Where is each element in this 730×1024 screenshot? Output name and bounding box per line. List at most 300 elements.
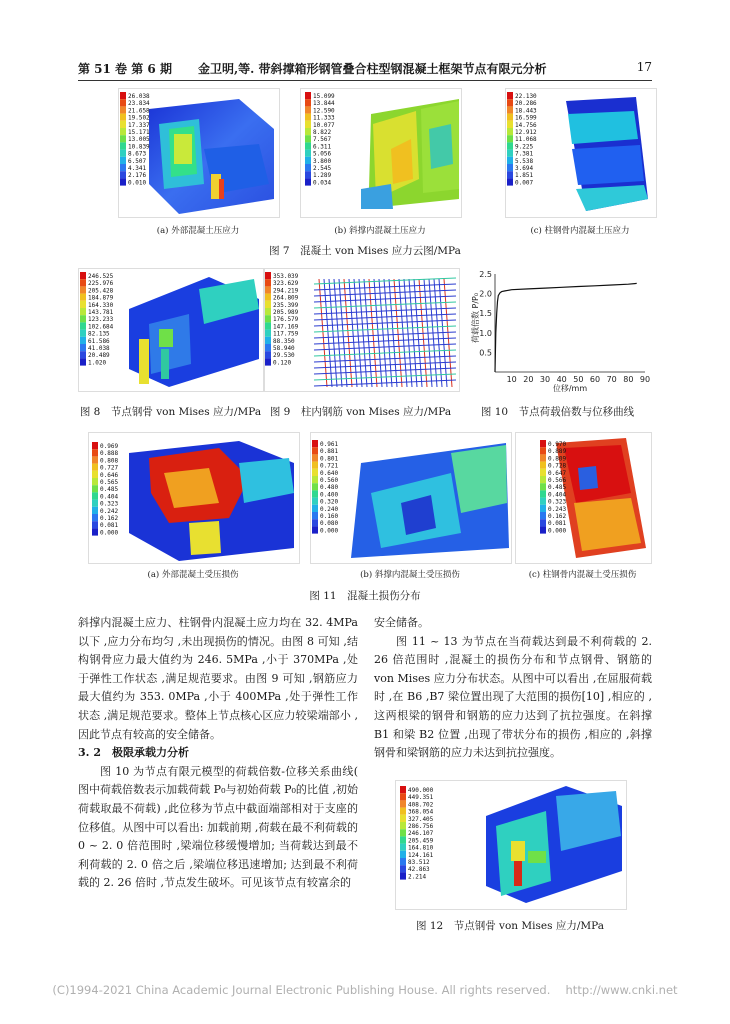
fig12-legend-swatch — [400, 872, 406, 879]
fig7a-legend-value: 2.176 — [128, 172, 147, 180]
rebar-horizontal — [314, 332, 456, 338]
fig11b-legend-swatch — [312, 490, 318, 497]
rebar-vertical — [444, 279, 452, 387]
fig7b-legend-swatch — [305, 150, 311, 157]
fig11b-legend-value: 0.480 — [320, 484, 339, 492]
fig12-legend-value: 449.351 — [408, 794, 434, 802]
fig7c-legend-value: 7.381 — [515, 150, 534, 158]
fig12-legend-value: 205.459 — [408, 837, 434, 845]
fig11c-legend-value: 0.566 — [548, 477, 567, 484]
fig10-caption: 图 10 节点荷载倍数与位移曲线 — [480, 406, 635, 418]
fig12-legend-swatch — [400, 808, 406, 815]
fig11b-legend — [312, 440, 352, 540]
fig7b-legend-swatch — [305, 128, 311, 135]
fig9-legend-swatch — [265, 279, 271, 286]
fig10-x-tick: 90 — [639, 375, 650, 384]
fig7a-legend-value: 17.337 — [128, 121, 150, 129]
fig7c-legend-value: 5.538 — [515, 157, 534, 165]
fig11b-legend-swatch — [312, 498, 318, 505]
fig11a-legend-value: 0.485 — [100, 486, 119, 494]
fig7a-legend-value: 6.507 — [128, 157, 147, 165]
fig7c-subcaption: (c) 柱钢骨内混凝土压应力 — [530, 226, 630, 236]
fig7b-legend-swatch — [305, 164, 311, 171]
fig12-legend-value: 83.512 — [408, 859, 430, 866]
fig9-legend-swatch — [265, 351, 271, 358]
fig11c-legend-value: 0.728 — [548, 462, 567, 470]
fig12-legend-swatch — [400, 836, 406, 843]
fig11c-legend-value: 0.323 — [548, 498, 567, 506]
fig11c-legend-swatch — [540, 454, 546, 461]
fig7b-legend-value: 11.333 — [313, 114, 335, 122]
fig10-series-line — [495, 283, 637, 372]
fig9-legend-swatch — [265, 294, 271, 301]
fig9-legend-value: 117.759 — [273, 330, 299, 338]
fig8-legend-swatch — [80, 351, 86, 358]
fig7b-legend-value: 13.844 — [313, 100, 335, 108]
fig11c-legend-value: 0.647 — [548, 469, 567, 477]
fig7b-legend-value: 3.800 — [313, 157, 332, 165]
fig9-legend-swatch — [265, 322, 271, 329]
fig11b-legend-value: 0.080 — [320, 520, 339, 528]
fig9-caption: 图 9 柱内钢筋 von Mises 应力/MPa — [269, 406, 452, 418]
fig10-x-tick: 60 — [589, 375, 601, 384]
fig9-legend-swatch — [265, 286, 271, 293]
fig12-legend-swatch — [400, 815, 406, 822]
fig12-legend-value: 408.702 — [408, 801, 434, 809]
rebar-vertical — [349, 279, 357, 387]
fig11c-legend-value: 0.000 — [548, 527, 567, 535]
fig11a-legend-value: 0.565 — [100, 479, 119, 486]
fig8-legend-value: 82.135 — [88, 330, 110, 338]
fig8-legend-swatch — [80, 286, 86, 293]
fig11a-legend-swatch — [92, 507, 98, 514]
fig7c-legend — [507, 92, 547, 192]
fig7b-legend-swatch — [305, 171, 311, 178]
fig12-legend-value: 490.000 — [408, 787, 434, 794]
fig10-y-tick: 0.5 — [479, 348, 492, 358]
fig9-legend-value: 235.399 — [273, 301, 299, 309]
fig7b-legend — [305, 92, 345, 192]
fig9-legend-swatch — [265, 315, 271, 322]
fig7b-legend-swatch — [305, 114, 311, 121]
fig11a-legend-swatch — [92, 478, 98, 485]
fig11c-legend-swatch — [540, 469, 546, 476]
article-running-title: 金卫明,等. 带斜撑箱形钢管叠合柱型钢混凝土框架节点有限元分析 — [198, 62, 547, 76]
fig10-ylabel: 荷载倍数 P/P₀ — [471, 292, 480, 344]
running-header — [78, 60, 652, 80]
fig8-legend-swatch — [80, 344, 86, 351]
fig7b-legend-value: 8.822 — [313, 129, 332, 136]
fig7c-legend-value: 16.599 — [515, 114, 537, 122]
fig11a-legend-value: 0.646 — [100, 471, 119, 479]
fig7b-legend-value: 1.289 — [313, 172, 332, 180]
fig8-legend-value: 61.586 — [88, 337, 110, 345]
fig10-y-tick: 1.5 — [479, 309, 492, 319]
fig8-legend-value: 143.781 — [88, 309, 114, 316]
fig12-legend-swatch — [400, 865, 406, 872]
fig11b-legend-value: 0.320 — [320, 498, 339, 506]
fig7c-legend-value: 14.756 — [515, 121, 537, 129]
fig7b-legend-swatch — [305, 92, 311, 99]
fig11a-legend-swatch — [92, 456, 98, 463]
fig11c-legend-value: 0.809 — [548, 455, 567, 463]
fig11b-legend-value: 0.240 — [320, 505, 339, 513]
fig7a-legend-value: 19.502 — [128, 114, 150, 122]
fig11b-legend-swatch — [312, 512, 318, 519]
right-paragraph-1: 安全储备。 — [374, 616, 429, 629]
fig7b-legend-swatch — [305, 106, 311, 113]
fig7c-legend-value: 12.912 — [515, 129, 537, 136]
fig11a-legend-swatch — [92, 492, 98, 499]
fig11a-legend-value: 0.000 — [100, 529, 119, 537]
fig8-legend-swatch — [80, 337, 86, 344]
fig11b-legend-value: 0.000 — [320, 527, 339, 535]
fig7b-legend-value: 5.056 — [313, 150, 332, 158]
fig11c-legend-value: 0.243 — [548, 505, 567, 513]
fig11c-legend-swatch — [540, 490, 546, 497]
fig10-y-tick: 2.5 — [479, 270, 492, 279]
fig11a-legend-value: 0.969 — [100, 443, 119, 450]
fig7a-legend-swatch — [120, 178, 126, 185]
fig11a-legend-swatch — [92, 449, 98, 456]
left-column — [78, 614, 358, 893]
fig11b-legend-swatch — [312, 519, 318, 526]
fig7a-legend-value: 10.839 — [128, 143, 150, 151]
fig7c-legend-swatch — [507, 178, 513, 185]
rebar-vertical — [409, 279, 417, 387]
fig8-legend-value: 41.038 — [88, 345, 110, 352]
fig7c-legend-swatch — [507, 157, 513, 164]
fig9-legend — [265, 272, 305, 372]
fig11a-subcaption: (a) 外部混凝土受压损伤 — [147, 570, 239, 580]
fig11c-legend-value: 0.081 — [548, 520, 567, 528]
fig7a-legend-value: 0.010 — [128, 179, 147, 187]
fig11b-legend-swatch — [312, 483, 318, 490]
fig9-legend-value: 88.350 — [273, 337, 295, 345]
fig7b-legend-value: 2.545 — [313, 165, 332, 172]
fig9-legend-value: 29.530 — [273, 352, 295, 360]
rebar-horizontal — [314, 314, 456, 320]
fig11c-legend-value: 0.889 — [548, 448, 567, 456]
fig8-legend-value: 205.428 — [88, 287, 114, 295]
fig7c-legend-swatch — [507, 164, 513, 171]
fig11b-legend-value: 0.160 — [320, 513, 339, 520]
fig10-x-tick: 20 — [523, 375, 534, 384]
fig11c-legend-swatch — [540, 498, 546, 505]
fig9-legend-value: 58.940 — [273, 345, 295, 352]
right-column — [374, 614, 652, 763]
fig11c-legend-swatch — [540, 505, 546, 512]
fig11a-legend-value: 0.808 — [100, 457, 119, 465]
fig11a-legend-value: 0.727 — [100, 464, 119, 472]
fig11b-legend-value: 0.961 — [320, 441, 339, 448]
fig7c-legend-value: 18.443 — [515, 107, 537, 115]
fig7c-legend-swatch — [507, 99, 513, 106]
fig10-x-tick: 10 — [506, 375, 517, 384]
fig11c-legend-swatch — [540, 476, 546, 483]
fig11b-legend-swatch — [312, 526, 318, 533]
fig12-caption: 图 12 节点钢骨 von Mises 应力/MPa — [416, 920, 604, 932]
fig10-x-tick: 30 — [539, 375, 551, 384]
fig11b-legend-value: 0.881 — [320, 448, 339, 456]
fig7a-legend-swatch — [120, 135, 126, 142]
rebar-horizontal — [314, 320, 456, 326]
fig10-xlabel: 位移/mm — [552, 384, 588, 393]
fig7a-legend-value: 15.171 — [128, 129, 150, 136]
fig11a-legend-swatch — [92, 471, 98, 478]
fig9-legend-swatch — [265, 358, 271, 365]
fig8-legend-swatch — [80, 272, 86, 279]
fig7c-legend-value: 9.225 — [515, 143, 534, 151]
fig8-legend-swatch — [80, 330, 86, 337]
fig11c-legend-value: 0.485 — [548, 484, 567, 492]
fig8-legend-value: 102.684 — [88, 323, 114, 331]
fig12-legend-value: 286.756 — [408, 823, 434, 830]
fig9-legend-value: 205.989 — [273, 309, 299, 316]
fig7b-legend-value: 10.077 — [313, 121, 335, 129]
copyright-footer: (C)1994-2021 China Academic Journal Electronic Publishing House. All rights reserved. http://www.cnki.net — [52, 983, 678, 997]
fig9-legend-swatch — [265, 337, 271, 344]
fig7a-legend-swatch — [120, 92, 126, 99]
fig11b-legend-swatch — [312, 469, 318, 476]
rebar-horizontal — [314, 374, 456, 380]
fig7b-legend-swatch — [305, 178, 311, 185]
fig11c-legend-swatch — [540, 483, 546, 490]
fig11a-legend-value: 0.242 — [100, 507, 119, 515]
fig11a-legend-value: 0.323 — [100, 500, 119, 508]
fig7-caption: 图 7 混凝土 von Mises 应力云图/MPa — [269, 245, 461, 257]
fig11c-legend-value: 0.970 — [548, 441, 567, 448]
fig11c-legend-swatch — [540, 519, 546, 526]
fig7a-legend-swatch — [120, 121, 126, 128]
fig11c-legend — [540, 440, 580, 540]
fig8-legend-value: 164.330 — [88, 301, 114, 309]
page-number: 17 — [636, 60, 652, 74]
fig7c-legend-swatch — [507, 135, 513, 142]
fig9-legend-value: 176.579 — [273, 316, 299, 324]
rebar-vertical — [404, 279, 412, 387]
rebar-vertical — [344, 279, 352, 387]
rebar-horizontal — [314, 344, 456, 350]
fig11c-legend-value: 0.404 — [548, 491, 567, 499]
fig7a-legend-swatch — [120, 157, 126, 164]
rebar-vertical — [369, 279, 377, 387]
fig11b-legend-swatch — [312, 454, 318, 461]
fig8-legend-swatch — [80, 315, 86, 322]
fig11c-legend-swatch — [540, 512, 546, 519]
fig7a-legend-swatch — [120, 128, 126, 135]
fig11a-legend-swatch — [92, 514, 98, 521]
fig8-legend-value: 1.020 — [88, 359, 107, 367]
fig7c-legend-swatch — [507, 114, 513, 121]
fig12-legend-swatch — [400, 786, 406, 793]
fig10-x-tick: 80 — [623, 375, 634, 384]
fig12-legend-value: 124.161 — [408, 851, 434, 859]
fig7c-legend-value: 3.694 — [515, 165, 534, 172]
fig7c-legend-swatch — [507, 142, 513, 149]
fig7a-subcaption: (a) 外部混凝土压应力 — [156, 226, 240, 236]
fig12-legend-swatch — [400, 844, 406, 851]
fig11a-legend-swatch — [92, 528, 98, 535]
fig7a-legend — [120, 92, 160, 192]
fig12-legend-value: 327.405 — [408, 815, 434, 823]
fig7b-legend-value: 7.567 — [313, 136, 332, 144]
fig7b-legend-value: 6.311 — [313, 143, 332, 151]
fig7c-legend-swatch — [507, 171, 513, 178]
rebar-vertical — [354, 279, 362, 387]
fig7c-legend-swatch — [507, 121, 513, 128]
fig8-legend-value: 225.976 — [88, 280, 114, 288]
fig11c-subcaption: (c) 柱钢骨内混凝土受压损伤 — [528, 570, 637, 580]
fig11c-image — [515, 432, 652, 564]
fig11a-legend-value: 0.404 — [100, 493, 119, 501]
fig12-legend-swatch — [400, 858, 406, 865]
fig7a-legend-swatch — [120, 171, 126, 178]
fig7c-legend-swatch — [507, 106, 513, 113]
fig7a-legend-swatch — [120, 150, 126, 157]
fig12-legend-value: 246.107 — [408, 830, 434, 838]
rebar-vertical — [364, 279, 372, 387]
fig11c-legend-value: 0.162 — [548, 513, 567, 520]
fig8-legend-swatch — [80, 358, 86, 365]
fig7a-legend-value: 26.038 — [128, 93, 150, 100]
fig7a-legend-value: 21.658 — [128, 107, 150, 115]
fig11a-legend-swatch — [92, 464, 98, 471]
fig10-chart — [470, 268, 650, 393]
fig11b-legend-swatch — [312, 462, 318, 469]
fig9-legend-swatch — [265, 330, 271, 337]
fig9-legend-value: 264.809 — [273, 294, 299, 302]
fig11b-legend-swatch — [312, 476, 318, 483]
header-rule — [78, 80, 652, 81]
fig11a-legend — [92, 442, 132, 542]
fig7a-legend-swatch — [120, 106, 126, 113]
fig12-legend-swatch — [400, 851, 406, 858]
fig7c-legend-swatch — [507, 150, 513, 157]
fig12-legend-value: 164.810 — [408, 844, 434, 852]
fig8-legend-value: 123.233 — [88, 316, 114, 324]
fig7c-legend-swatch — [507, 128, 513, 135]
fig7a-legend-value: 4.341 — [128, 165, 147, 172]
fig11a-legend-swatch — [92, 500, 98, 507]
fig7b-subcaption: (b) 斜撑内混凝土压应力 — [334, 226, 426, 236]
fig7b-legend-swatch — [305, 142, 311, 149]
fig7b-legend-value: 0.034 — [313, 179, 332, 187]
fig10-y-tick: 1.0 — [479, 328, 492, 338]
fig12-legend-value: 2.214 — [408, 873, 427, 881]
fig11a-legend-value: 0.081 — [100, 522, 119, 530]
fig7b-legend-swatch — [305, 99, 311, 106]
fig8-legend-swatch — [80, 322, 86, 329]
rebar-horizontal — [314, 380, 456, 386]
fig8-legend-swatch — [80, 301, 86, 308]
fig11-caption: 图 11 混凝土损伤分布 — [309, 590, 421, 602]
fig9-legend-value: 294.219 — [273, 287, 299, 295]
fig7c-legend-value: 22.130 — [515, 93, 537, 100]
fig11a-legend-value: 0.888 — [100, 450, 119, 458]
fig8-caption: 图 8 节点钢骨 von Mises 应力/MPa — [79, 406, 262, 418]
fig10-y-tick: 2.0 — [479, 289, 492, 299]
fig11b-legend-swatch — [312, 447, 318, 454]
fig7c-legend-value: 11.068 — [515, 136, 537, 144]
fig11c-legend-swatch — [540, 440, 546, 447]
right-paragraph-2: 图 11 ~ 13 为节点在当荷载达到最不利荷载的 2. 26 倍范围时 ,混凝土的损伤分布和节点钢骨、钢筋的 von Mises 应力分布状态。从图中可以看出 ,在屈服荷载时 ,在 B6 ,B7 梁位置出现了大范围的损伤[10] ,相应的 ,这两根梁的钢骨和钢筋的应力达到了抗拉强度。在斜撑 B1 和梁 B2 位置 ,出现了带状分布的损伤 ,相应的 ,斜撑钢骨和梁钢筋的应力未达到抗拉强度。 — [374, 634, 652, 760]
fig12-legend-swatch — [400, 793, 406, 800]
fig11b-legend-value: 0.400 — [320, 491, 339, 499]
rebar-horizontal — [314, 308, 456, 314]
fig9-legend-value: 353.039 — [273, 273, 299, 280]
fig11a-legend-value: 0.162 — [100, 515, 119, 522]
fig7a-legend-swatch — [120, 142, 126, 149]
fig8-legend-swatch — [80, 308, 86, 315]
fig12-legend — [400, 786, 440, 886]
fig9-legend-swatch — [265, 344, 271, 351]
fig9-legend-value: 0.120 — [273, 359, 292, 367]
rebar-vertical — [359, 279, 367, 387]
fig7a-legend-value: 8.673 — [128, 150, 147, 158]
fig7a-legend-value: 13.005 — [128, 136, 150, 144]
fig7c-legend-value: 0.007 — [515, 179, 534, 187]
fig11b-legend-value: 0.801 — [320, 455, 339, 463]
fig12-legend-swatch — [400, 800, 406, 807]
fig7a-legend-swatch — [120, 99, 126, 106]
fig7b-legend-swatch — [305, 135, 311, 142]
fig7c-legend-swatch — [507, 92, 513, 99]
fig8-legend-value: 246.525 — [88, 273, 114, 280]
fig7c-legend-value: 1.851 — [515, 172, 534, 180]
fig7b-legend-value: 12.590 — [313, 107, 335, 115]
fig7b-legend-swatch — [305, 121, 311, 128]
fig10-x-tick: 50 — [573, 375, 584, 384]
fig11c-legend-swatch — [540, 462, 546, 469]
fig9-legend-value: 147.169 — [273, 323, 299, 331]
fig8-legend-value: 20.489 — [88, 352, 110, 360]
fig11b-legend-value: 0.560 — [320, 477, 339, 484]
fig12-legend-value: 368.054 — [408, 808, 434, 816]
fig9-legend-swatch — [265, 301, 271, 308]
fig11b-legend-value: 0.640 — [320, 469, 339, 477]
fig8-legend-value: 184.879 — [88, 294, 114, 302]
fig7a-legend-swatch — [120, 114, 126, 121]
fig7b-legend-swatch — [305, 157, 311, 164]
fig11a-legend-swatch — [92, 521, 98, 528]
fig11b-legend-swatch — [312, 440, 318, 447]
journal-volume: 第 51 卷 第 6 期 — [78, 62, 172, 76]
fig9-legend-value: 323.629 — [273, 280, 299, 288]
fig12-legend-swatch — [400, 822, 406, 829]
fig8-legend — [80, 272, 120, 372]
fig12-legend-swatch — [400, 829, 406, 836]
fig7b-legend-value: 15.099 — [313, 93, 335, 100]
fig11a-legend-swatch — [92, 485, 98, 492]
fig10-x-tick: 70 — [606, 375, 617, 384]
left-paragraph-2: 图 10 为节点有限元模型的荷载倍数-位移关系曲线( 图中荷载倍数表示加载荷载 P₀与初始荷载 P₀的比值 ,初始荷载取最不荷载) ,此位移为节点中截面端部相对于支座的位移值。从图中可以看出: 加载前期 ,荷载在最不利荷载的 0 ~ 2. 0 倍范围时 ,梁端位移缓慢增加; 当荷载达到最不利荷载的 2. 0 倍之后 ,梁端位移迅速增加; 达到最不利荷载的 2. 26 倍时 ,节点发生破坏。可见该节点有较富余的 — [78, 764, 358, 890]
section-heading-3-2: 3. 2 极限承载力分析 — [78, 746, 189, 760]
fig11b-legend-swatch — [312, 505, 318, 512]
fig10-x-tick: 40 — [556, 375, 567, 384]
fig11c-legend-swatch — [540, 447, 546, 454]
fig11c-legend-swatch — [540, 526, 546, 533]
fig9-legend-swatch — [265, 272, 271, 279]
rebar-horizontal — [314, 326, 456, 332]
fig7a-legend-swatch — [120, 164, 126, 171]
fig8-legend-swatch — [80, 279, 86, 286]
fig11b-subcaption: (b) 斜撑内混凝土受压损伤 — [360, 570, 460, 580]
rebar-horizontal — [314, 338, 456, 344]
fig9-legend-swatch — [265, 308, 271, 315]
fig11b-legend-value: 0.721 — [320, 462, 339, 470]
fig7a-legend-value: 23.834 — [128, 100, 150, 108]
